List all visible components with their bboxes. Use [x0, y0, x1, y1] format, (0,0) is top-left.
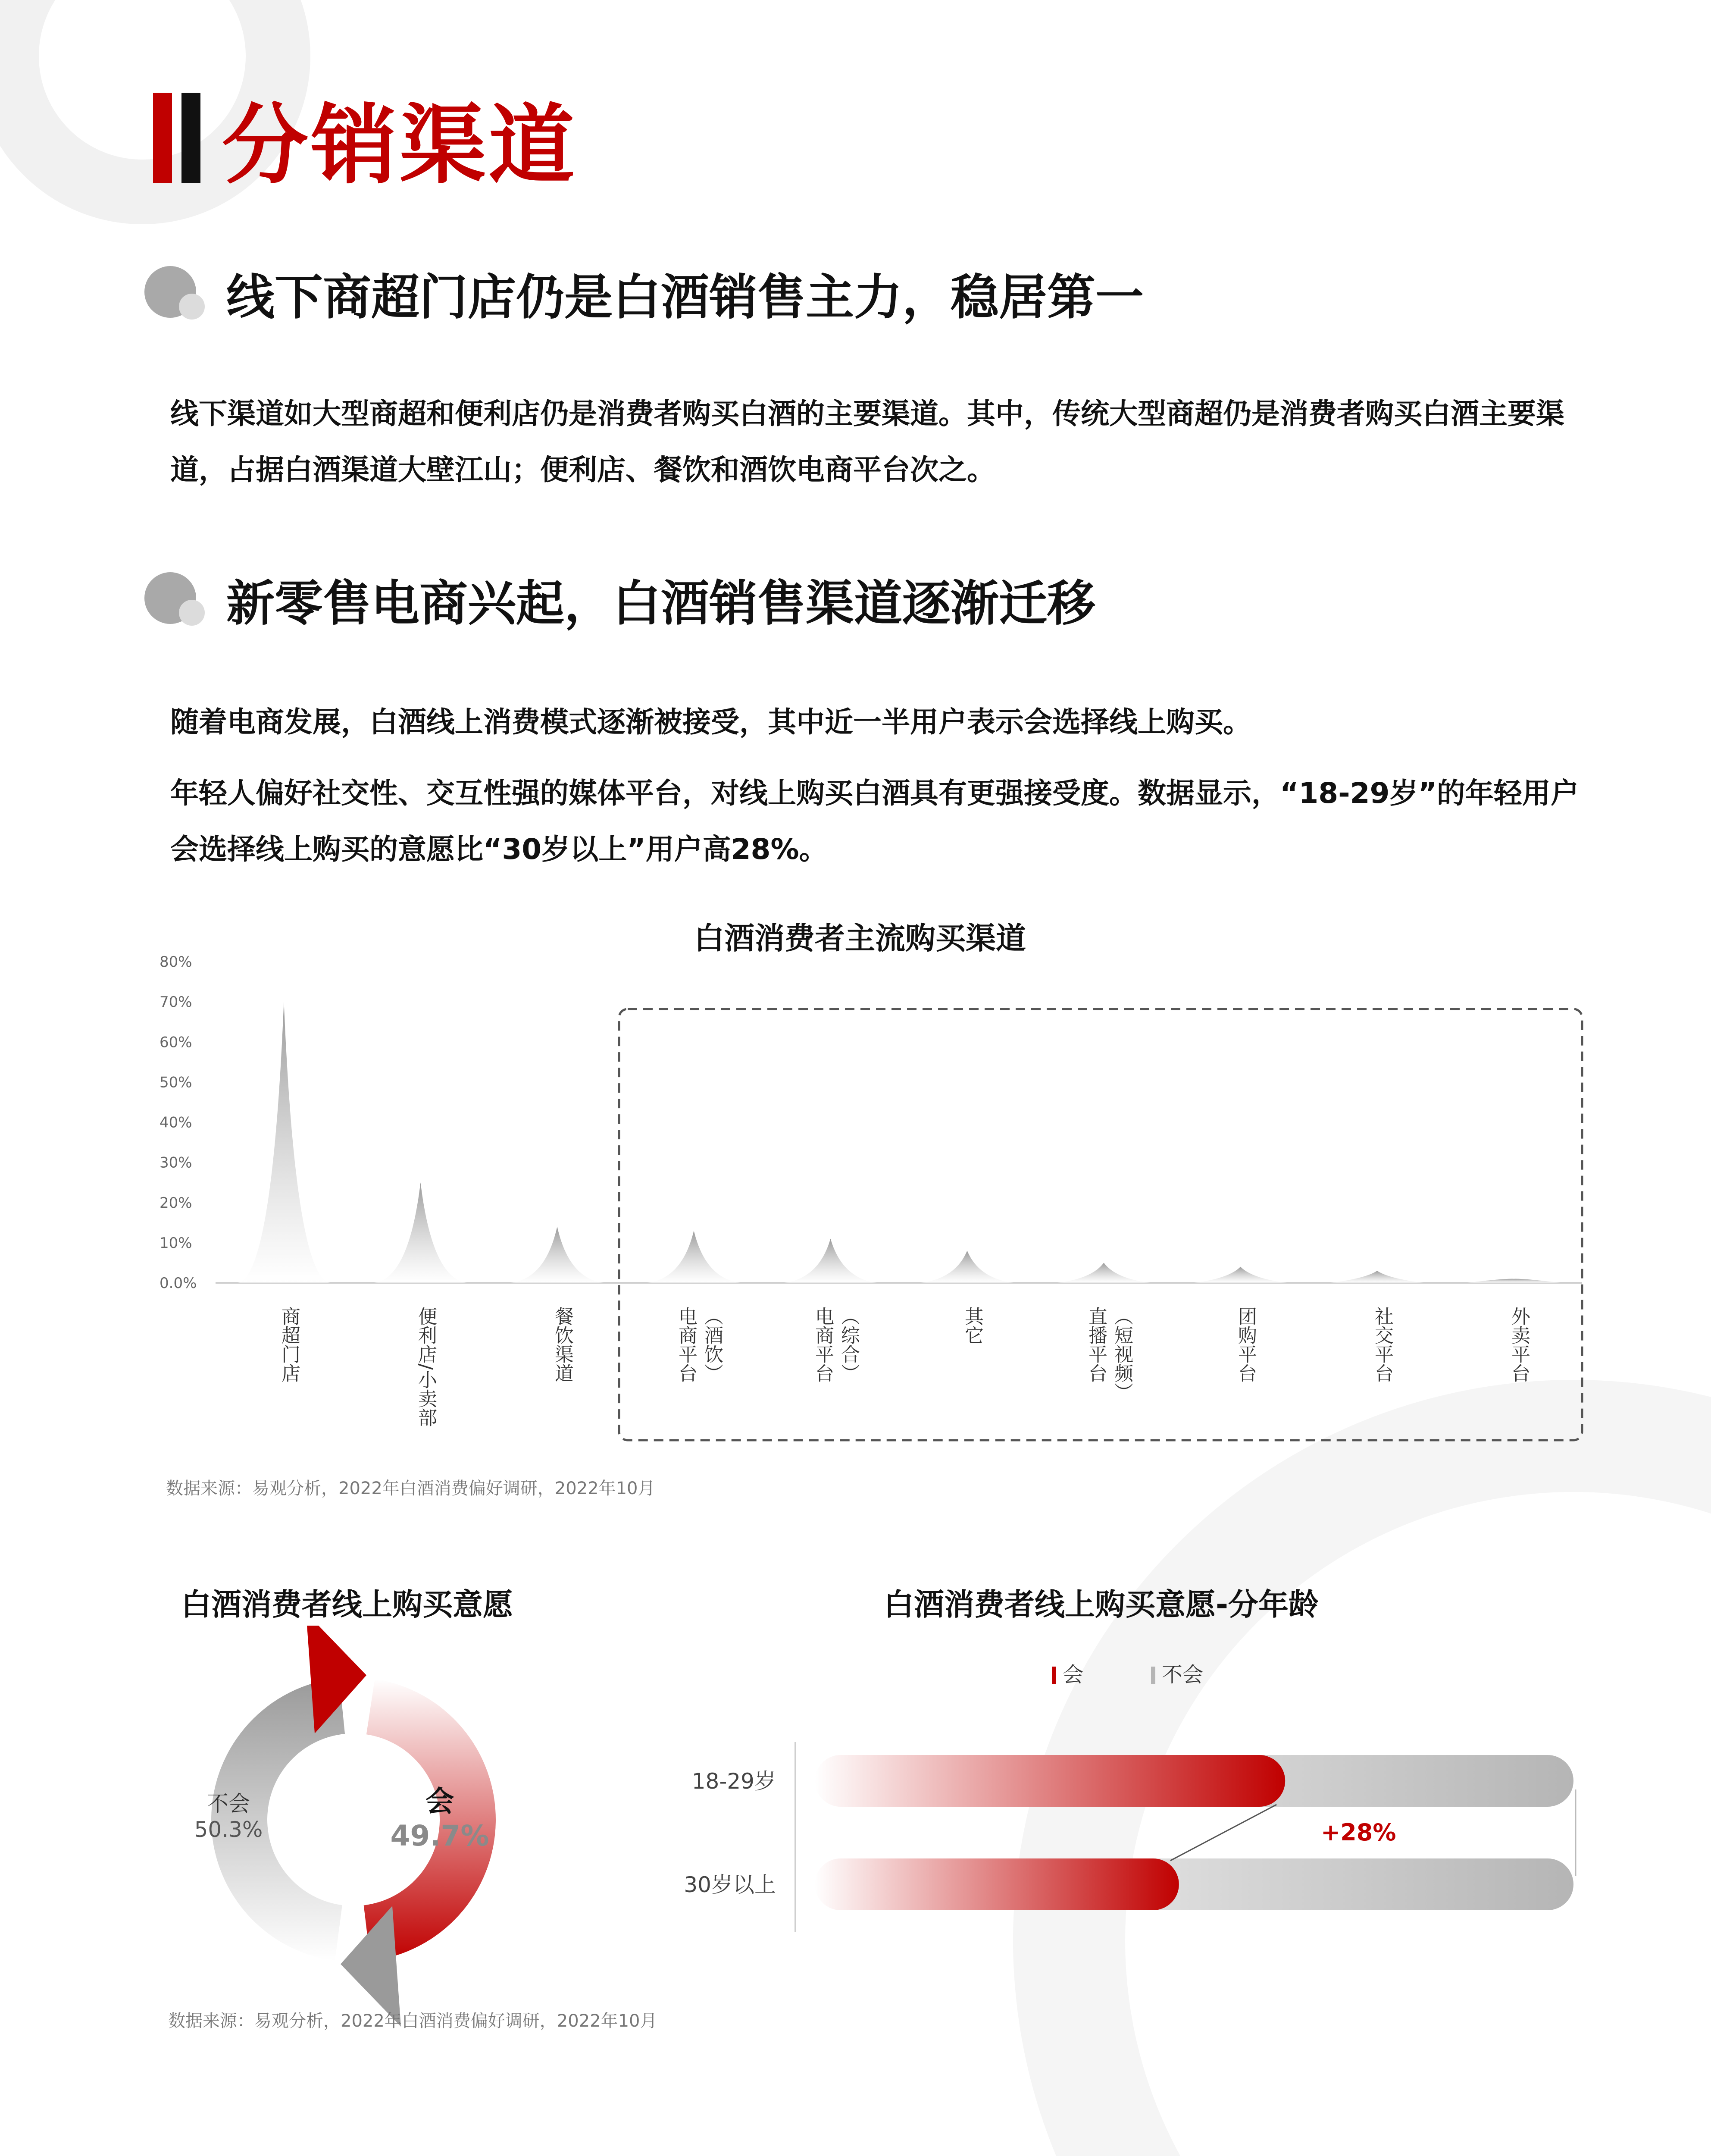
channel-peak-mark [921, 1251, 1014, 1283]
channel-peak-mark [238, 1002, 331, 1283]
age-chart [625, 1647, 1660, 1971]
x-tick-label: 电商平台 [812, 1307, 834, 1382]
x-tick-label: 商超门店 [278, 1307, 300, 1382]
growth-connector-line [1170, 1805, 1276, 1861]
y-tick-label: 40% [160, 1114, 192, 1131]
channel-peak-mark [1467, 1279, 1561, 1283]
age-category-label: 30岁以上 [684, 1872, 776, 1897]
title-bars-decoration [153, 93, 200, 183]
legend-swatch-buhui [1151, 1667, 1155, 1684]
section-2-heading: 新零售电商兴起，白酒销售渠道逐渐迁移 [226, 576, 1095, 632]
y-tick-label: 10% [160, 1234, 192, 1252]
section-2-header [144, 565, 1095, 634]
x-tick-label: （综合） [838, 1307, 860, 1382]
page-title-text: 分销渠道 [222, 95, 578, 196]
channel-peak-mark [1331, 1271, 1424, 1283]
channel-chart-source: 数据来源：易观分析，2022年白酒消费偏好调研，2022年10月 [166, 1479, 655, 1498]
x-tick-label: 直播平台 [1085, 1307, 1107, 1382]
section-1-header [144, 259, 1144, 328]
section-1-paragraph: 线下渠道如大型商超和便利店仍是消费者购买白酒的主要渠道。其中，传统大型商超仍是消费者购买白酒主要渠道，占据白酒渠道大壁江山；便利店、餐饮和酒饮电商平台次之。 [170, 397, 1564, 486]
section-2-paragraph-2: 年轻人偏好社交性、交互性强的媒体平台，对线上购买白酒具有更强接受度。数据显示，“18-29岁”的年轻用户会选择线上购买的意愿比“30岁以上”用户高28%。 [170, 777, 1579, 866]
y-tick-label: 0.0% [160, 1275, 197, 1292]
section-bullet-icon [144, 570, 213, 630]
channel-peak-mark [647, 1231, 741, 1283]
donut-value-buhui: 50.3% [194, 1817, 263, 1842]
channel-chart-title: 白酒消费者主流购买渠道 [694, 921, 1026, 956]
y-tick-label: 20% [160, 1194, 192, 1212]
y-tick-label: 70% [160, 993, 192, 1011]
x-tick-label: （短视频） [1111, 1307, 1133, 1401]
y-tick-label: 80% [160, 953, 192, 971]
growth-annotation: +28% [1320, 1819, 1396, 1846]
channel-peak-mark [1057, 1263, 1151, 1283]
x-tick-label: 其它 [961, 1307, 983, 1344]
bar-hui [815, 1858, 1179, 1910]
x-tick-label: 外卖平台 [1508, 1307, 1530, 1382]
section-bullet-icon [144, 263, 213, 324]
bar-hui [815, 1755, 1285, 1807]
x-tick-label: （酒饮） [701, 1307, 723, 1382]
x-tick-label: 社交平台 [1371, 1307, 1393, 1382]
page-title [153, 86, 578, 196]
donut-chart-title: 白酒消费者线上购买意愿 [181, 1587, 513, 1622]
age-chart-source: 数据来源：易观分析，2022年白酒消费偏好调研，2022年10月 [168, 2011, 657, 2031]
channel-peak-mark [784, 1239, 877, 1283]
section-2-paragraph-1: 随着电商发展，白酒线上消费模式逐渐被接受，其中近一半用户表示会选择线上购买。 [170, 705, 1251, 739]
legend-swatch-hui [1052, 1667, 1056, 1684]
donut-value-hui: 49.7% [390, 1819, 489, 1852]
donut-label-hui: 会 [425, 1785, 454, 1818]
y-tick-label: 30% [160, 1154, 192, 1172]
channel-chart [0, 940, 1711, 1479]
x-tick-label: 团购平台 [1235, 1307, 1257, 1382]
age-chart-title: 白酒消费者线上购买意愿-分年龄 [884, 1587, 1319, 1622]
channel-peak-mark [1194, 1267, 1287, 1283]
legend-label-buhui: 不会 [1162, 1663, 1204, 1687]
channel-peak-mark [511, 1227, 604, 1283]
x-tick-label: 餐饮渠道 [551, 1307, 573, 1382]
x-tick-label: 便利店/小卖部 [415, 1307, 437, 1427]
legend-label-hui: 会 [1063, 1663, 1084, 1687]
y-tick-label: 50% [160, 1074, 192, 1091]
x-tick-label: 电商平台 [675, 1307, 697, 1382]
donut-label-buhui: 不会 [207, 1791, 250, 1816]
age-category-label: 18-29岁 [691, 1769, 776, 1794]
channel-peak-mark [374, 1182, 467, 1283]
section-1-heading: 线下商超门店仍是白酒销售主力，稳居第一 [226, 270, 1144, 326]
y-tick-label: 60% [160, 1034, 192, 1051]
